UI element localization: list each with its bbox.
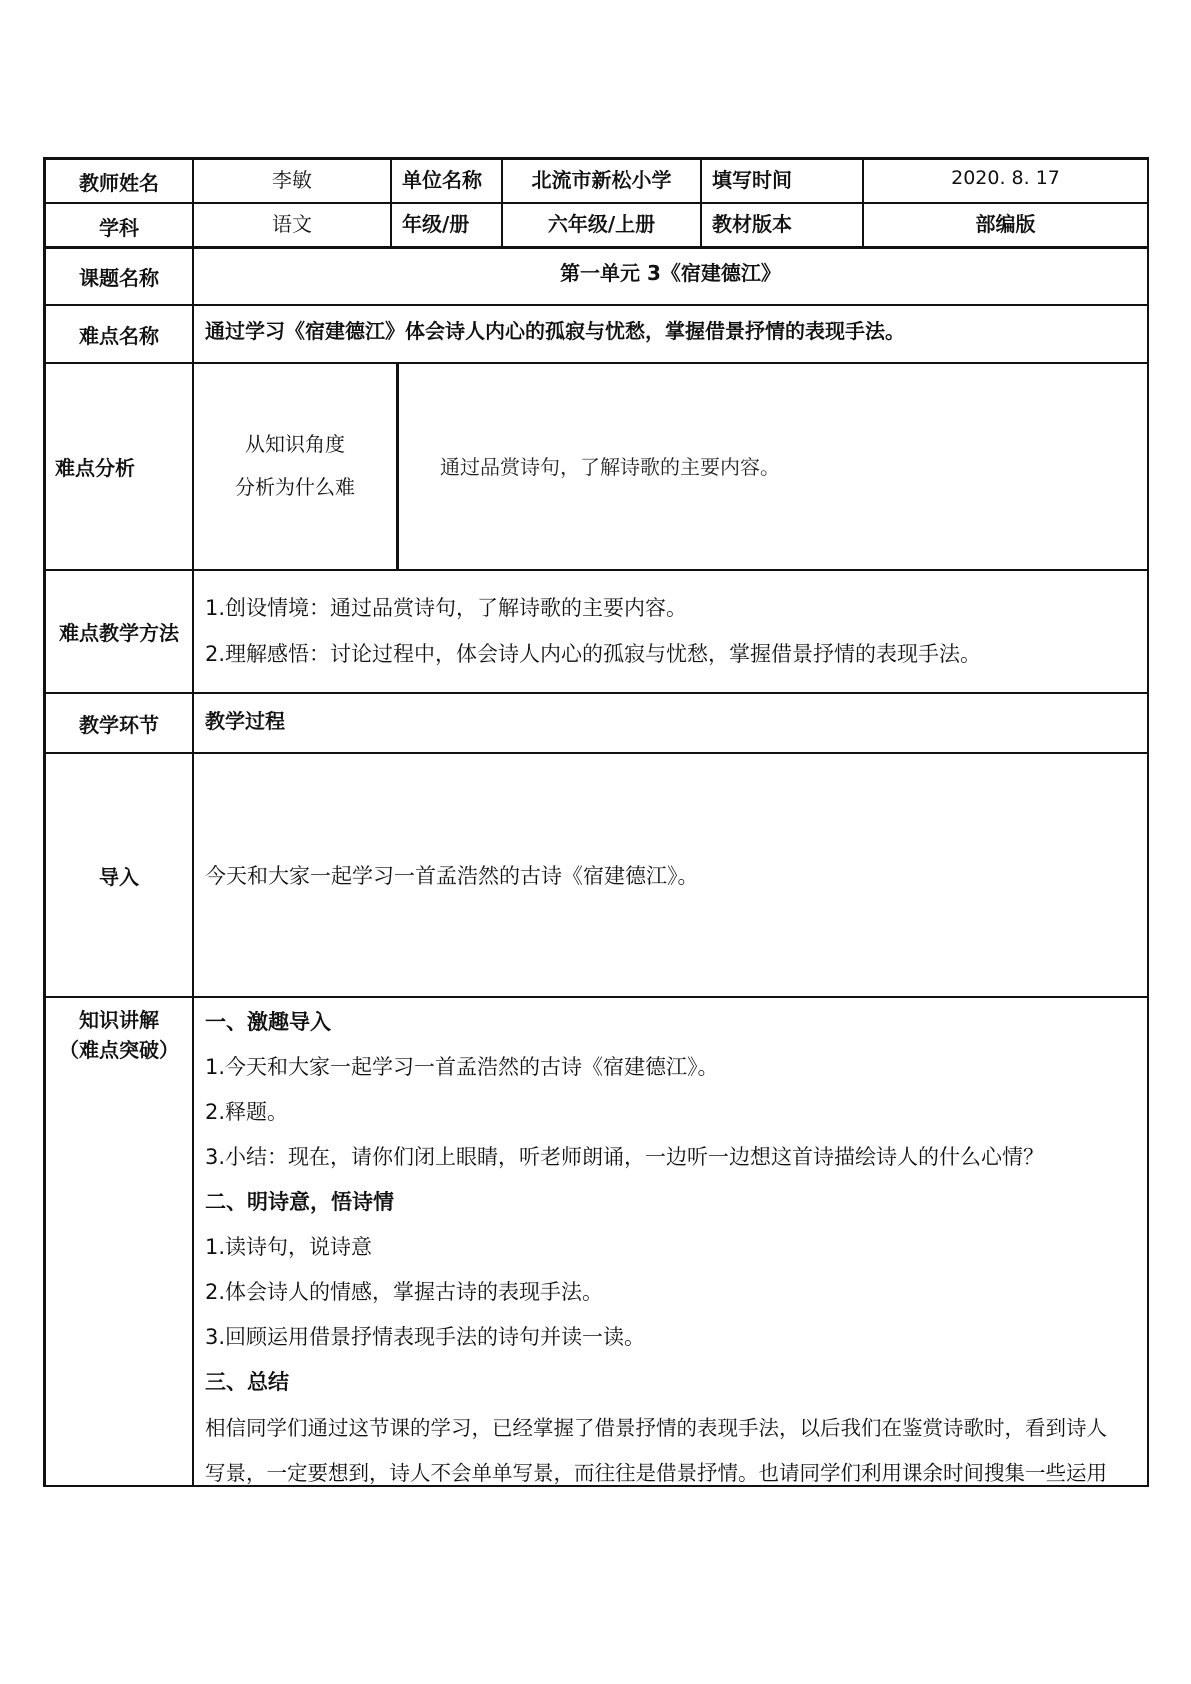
method-label: 难点教学方法 [59,621,179,645]
edition-value: 部编版 [975,211,1036,236]
knowledge-line: 3.小结：现在，请你们闭上眼睛，听老师朗诵，一边听一边想这首诗描绘诗人的什么心情？ [205,1145,1045,1169]
teacher-name-value: 李敏 [272,167,312,192]
method-line2: 2.理解感悟：讨论过程中，体会诗人内心的孤寂与忧愁，掌握借景抒情的表现手法。 [205,642,982,666]
difficulty-label: 难点名称 [79,323,159,348]
label-column-divider [192,157,194,1487]
process-step-label: 教学环节 [79,712,159,737]
analysis-label: 难点分析 [55,456,135,480]
subject-label: 学科 [99,215,139,240]
difficulty-value: 通过学习《宿建德江》体会诗人内心的孤寂与忧愁，掌握借景抒情的表现手法。 [205,318,905,343]
row-divider [43,692,1149,694]
method-line1: 1.创设情境：通过品赏诗句，了解诗歌的主要内容。 [205,596,688,620]
row-divider [43,996,1149,998]
teacher-name-label: 教师姓名 [79,170,159,195]
knowledge-line: 2.体会诗人的情感，掌握古诗的表现手法。 [205,1280,604,1304]
knowledge-label-line1: 知识讲解 [79,1008,159,1032]
analysis-content: 通过品赏诗句，了解诗歌的主要内容。 [440,455,780,479]
knowledge-line: 1.今天和大家一起学习一首孟浩然的古诗《宿建德江》。 [205,1055,719,1079]
edition-label: 教材版本 [712,211,792,236]
process-header-value: 教学过程 [205,709,285,733]
table-border-right [1147,157,1149,1487]
unit-name-value: 北流市新松小学 [531,167,672,192]
topic-label: 课题名称 [79,266,159,290]
knowledge-heading: 二、明诗意，悟诗情 [205,1190,394,1214]
header-divider [390,157,392,248]
analysis-sub-line1: 从知识角度 [245,432,345,456]
grade-value: 六年级/上册 [547,211,656,236]
intro-label: 导入 [99,864,139,889]
header-divider [700,157,702,248]
fill-date-value: 2020. 8. 17 [951,167,1060,189]
intro-content: 今天和大家一起学习一首孟浩然的古诗《宿建德江》。 [205,864,699,888]
knowledge-line: 2.释题。 [205,1100,289,1124]
analysis-sub-line2: 分析为什么难 [235,475,355,499]
knowledge-line: 3.回顾运用借景抒情表现手法的诗句并读一读。 [205,1325,646,1349]
row-divider [43,752,1149,754]
row-divider [43,362,1149,364]
row-divider [43,569,1149,571]
knowledge-line: 写景，一定要想到，诗人不会单单写景，而往往是借景抒情。也请同学们利用课余时间搜集一些运用 [205,1461,1107,1485]
fill-date-label: 填写时间 [712,167,792,192]
analysis-divider [396,362,399,571]
knowledge-line: 相信同学们通过这节课的学习，已经掌握了借景抒情的表现手法，以后我们在鉴赏诗歌时，看到诗人 [205,1416,1107,1440]
knowledge-line: 1.读诗句，说诗意 [205,1235,373,1259]
grade-label: 年级/册 [402,211,470,236]
knowledge-label-line2: （难点突破） [59,1038,179,1062]
topic-value: 第一单元 3《宿建德江》 [560,260,781,285]
unit-name-label: 单位名称 [402,167,482,192]
knowledge-heading: 一、激趣导入 [205,1010,331,1034]
knowledge-heading: 三、总结 [205,1370,289,1394]
subject-value: 语文 [272,211,312,236]
